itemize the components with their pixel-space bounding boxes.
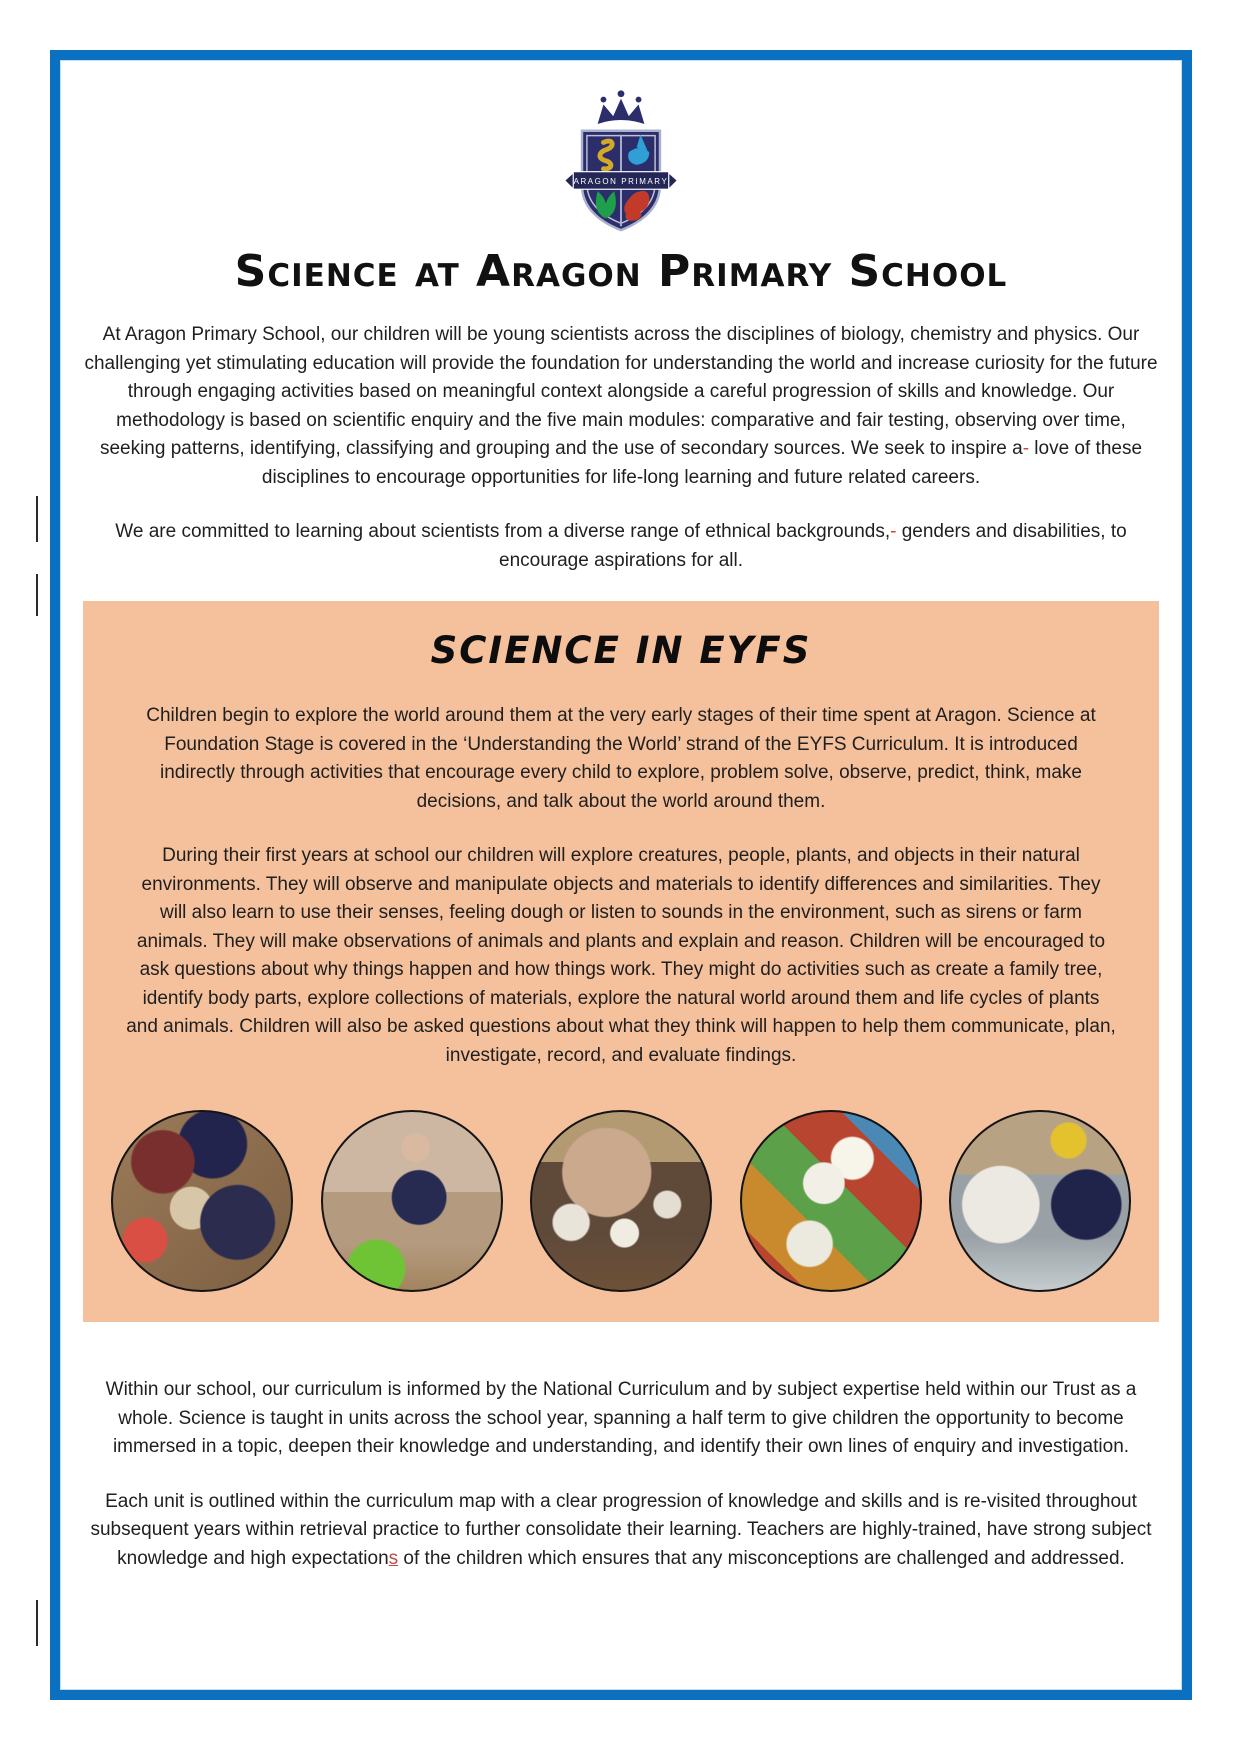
curriculum-paragraph-1: Within our school, our curriculum is informed by the National Curriculum and by subject expertise held within our Trust as a whole. Science is taught in units across the school year, spanning a half term to give children the opportunity to become immersed in a topic, deepen their knowledge and understanding, and identify their own lines of enquiry and investigation. [105,1379,1137,1457]
tracked-deletion-mark-2: - [890,521,897,542]
eyfs-section-title: SCIENCE IN EYFS [430,629,812,672]
photo-child-recording-on-number-carpet [740,1110,922,1292]
school-crest-logo [557,84,685,236]
crest-banner [565,172,676,190]
eyfs-paragraph-2: During their first years at school our children will explore creatures, people, plants, and objects in their natural environments. They will observe and manipulate objects and materials to identify differences and similarities. They will also learn to use their senses, feeling dough or listen to sounds in the environment, such as sirens or farm animals. They will make observations of animals and plants and explain and reason. Children will be encouraged to ask questions about why things happen and how things work. They might do activities such as create a family tree, identify body parts, explore collections of materials, explore the natural world around them and life cycles of plants and animals. Children will also be asked questions about what they think will happen to help them communicate, plan, investigate, record, and evaluate findings. [126,845,1116,1066]
science-in-eyfs-panel [83,601,1159,1322]
curriculum-paragraph-2-text: Each unit is outlined within the curriculum map with a clear progression of knowledge and skills and is re-visited throughout subsequent years within retrieval practice to further consolidate their learning. Teachers are highly-trained, have strong subject knowledge and high expectation [90,1490,1152,1569]
intro-paragraph-2-text: We are committed to learning about scientists from a diverse range of ethnical backgrounds, [115,521,891,542]
tracked-change-margin-bar-2 [36,574,38,616]
crown-icon [598,90,645,124]
crest-banner-text: ARAGON PRIMARY [573,176,669,186]
tracked-change-margin-bar-1 [36,496,38,542]
eyfs-photo-row [109,1110,1133,1292]
page-content [60,60,1182,1690]
intro-paragraph-1-text: At Aragon Primary School, our children will be young scientists across the disciplines of biology, chemistry and physics. Our challenging yet stimulating education will provide the foundation for understanding the world and increase curiosity for the future through engaging activities based on meaningful context alongside a careful progression of skills and knowledge. Our methodology is based on scientific enquiry and the five main modules: comparative and fair testing, observing over time, seeking patterns, identifying, classifying and grouping and the use of secondary sources. We seek to inspire a [84,324,1158,459]
tracked-change-margin-bar-3 [36,1600,38,1646]
curriculum-paragraph-2-continued: of the children which ensures that any misconceptions are challenged and addressed. [398,1547,1125,1569]
intro-paragraph-2-continued: genders and disabilities, to encourage aspirations for all. [499,521,1127,571]
page-title: Science at Aragon Primary School [234,246,1008,297]
photo-children-exploring-ice-tray [949,1110,1131,1292]
tracked-insertion-mark: s [388,1547,399,1569]
page-border-frame [50,50,1192,1700]
photo-child-examining-plastic-bottle [321,1110,503,1292]
intro-paragraph-1 [84,321,1158,492]
crest-graphic [557,84,685,236]
curriculum-paragraph-2 [84,1488,1158,1574]
photo-children-crafting-with-egg-cartons [111,1110,293,1292]
eyfs-paragraph-1: Children begin to explore the world around them at the very early stages of their time spent at Aragon. Science at Foundation Stage is covered in the ‘Understanding the World’ strand of the EYFS Curriculum. It is introduced indirectly through activities that encourage every child to explore, problem solve, observe, predict, think, make decisions, and talk about the world around them. [146,705,1096,812]
intro-paragraph-2 [84,518,1158,575]
intro-paragraph-1-continued: love of these disciplines to encourage opportunities for life-long learning and future related careers. [261,438,1143,488]
tracked-deletion-mark-1: - [1022,438,1030,459]
photo-children-in-lab-coats-on-carpet [530,1110,712,1292]
